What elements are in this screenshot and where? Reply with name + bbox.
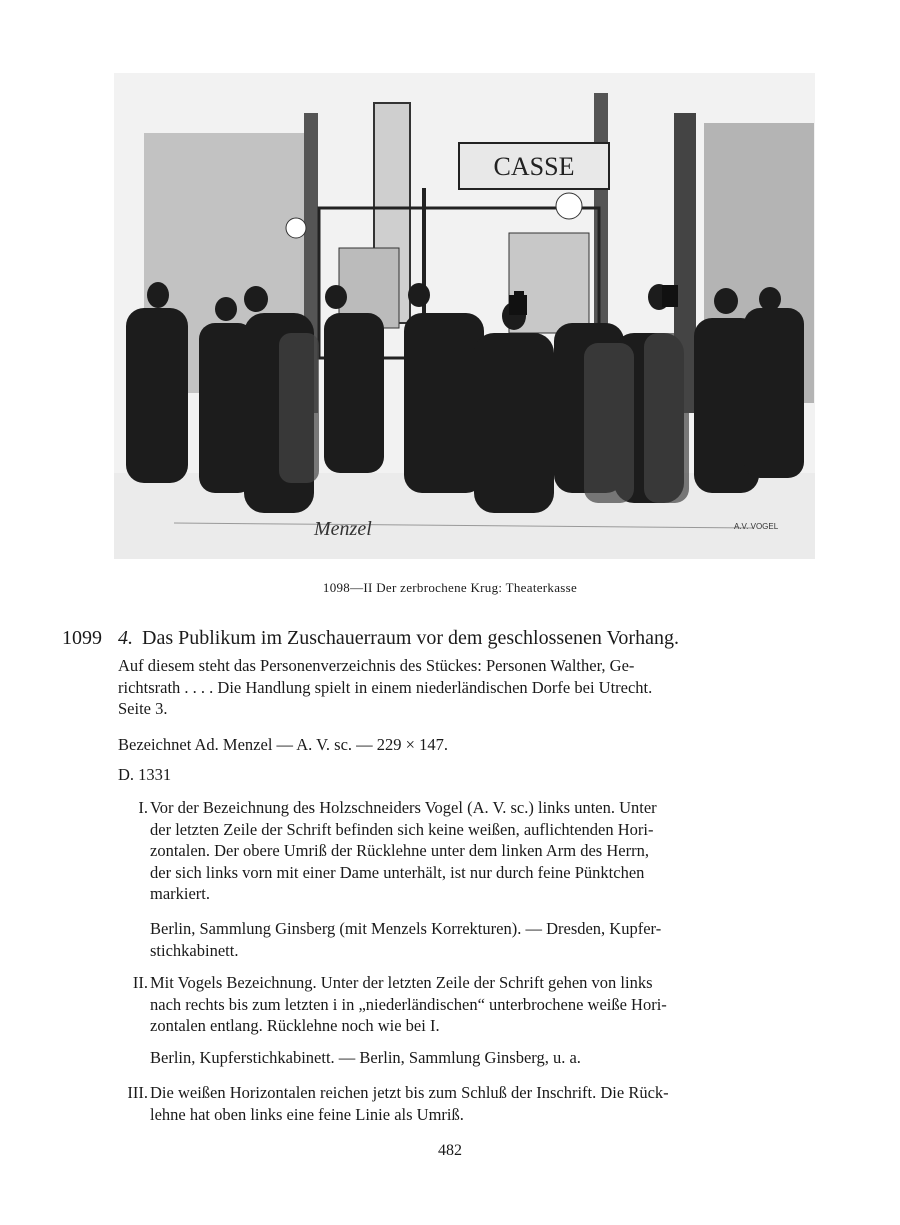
page-number: 482 [438,1142,462,1159]
state-line: markiert. [150,884,211,903]
state-2-text [150,972,812,1037]
entry-title-line [118,627,818,650]
description-line: Seite 3. [118,699,168,718]
state-line: Die weißen Horizontalen reichen jetzt bis zum Schluß der Inschrift. Die Rück- [150,1083,669,1102]
state-numeral-2: II. [132,973,148,992]
state-line: zontalen entlang. Rücklehne noch wie bei I. [150,1016,440,1035]
state-line: der sich links vorn mit einer Dame unterhält, ist nur durch feine Pünktchen [150,862,645,882]
artist-signature: Menzel [314,518,372,540]
engraver-signature: A.V. VOGEL [734,522,779,531]
state-numeral-1: I. [138,798,148,817]
catalogue-reference: D. 1331 [118,765,172,784]
entry-title: Das Publikum im Zuschauerraum vor dem geschlossenen Vorhang. [142,627,679,649]
state-line: Vor der Bezeichnung des Holzschneiders Vogel (A. V. sc.) links unten. Unter [150,798,657,817]
entry-index: 4. [118,627,133,649]
state-1-locations [150,918,812,961]
description-line: richtsrath . . . . Die Handlung spielt in einem niederländischen Dorfe bei Utrecht. [118,677,653,697]
entry-number: 1099 [62,627,102,649]
location-line: Berlin, Sammlung Ginsberg (mit Menzels Korrekturen). — Dresden, Kupfer- [150,919,662,938]
state-1-text [150,797,812,905]
description-line: Auf diesem steht das Personenverzeichnis des Stückes: Personen Walther, Ge- [118,656,635,675]
state-line: nach rechts bis zum letzten i in „niederländischen“ unterbrochene weiße Hori- [150,994,667,1014]
state-2-locations [150,1047,812,1069]
illustration-theaterkasse [114,73,815,559]
state-line: lehne hat oben links eine feine Linie als Umriß. [150,1104,464,1124]
state-line: der letzten Zeile der Schrift befinden sich keine weißen, auflichtenden Hori- [150,819,654,839]
state-line: zontalen. Der obere Umriß der Rücklehne unter dem linken Arm des Herrn, [150,841,649,860]
signature-note: Bezeichnet Ad. Menzel — A. V. sc. — 229 × 147. [118,735,448,754]
sign-casse: CASSE [493,152,575,181]
location-line: Berlin, Kupferstichkabinett. — Berlin, Sammlung Ginsberg, u. a. [150,1048,581,1067]
figure-caption: 1098—II Der zerbrochene Krug: Theaterkasse [322,580,578,595]
state-line: Mit Vogels Bezeichnung. Unter der letzten Zeile der Schrift gehen von links [150,973,653,992]
entry-description [118,655,810,720]
state-3-text [150,1082,812,1125]
state-numeral-3: III. [127,1083,148,1102]
location-line: stichkabinett. [150,940,239,960]
